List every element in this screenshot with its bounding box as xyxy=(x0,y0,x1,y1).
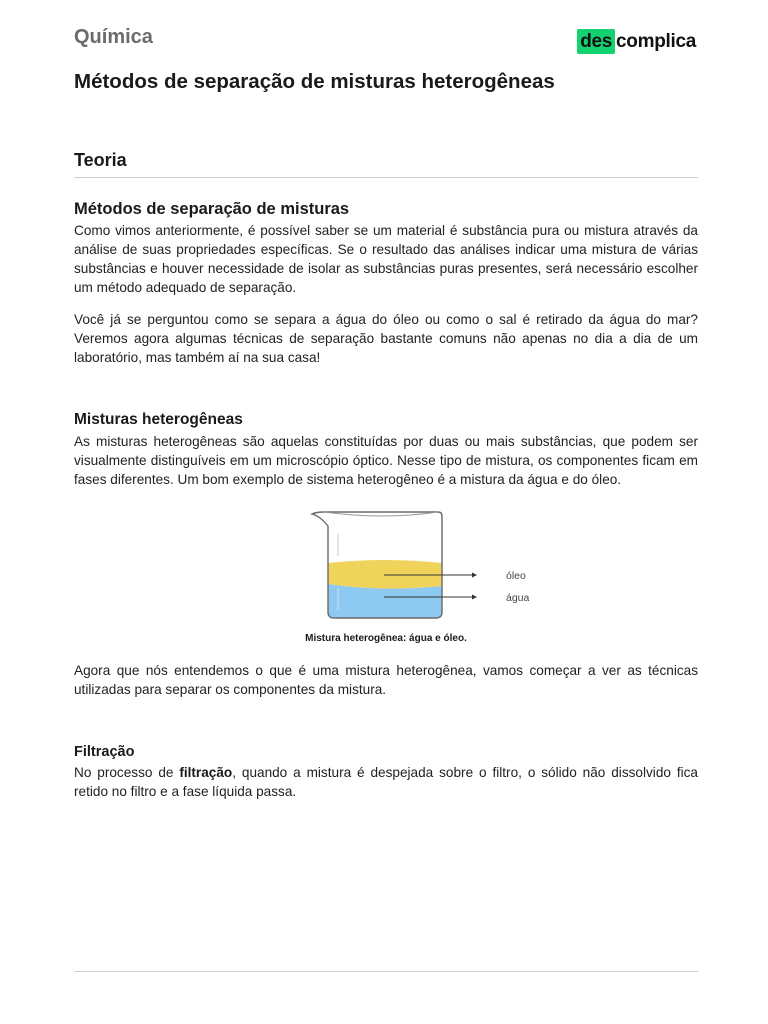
heading-misturas-heterogeneas: Misturas heterogêneas xyxy=(74,411,243,428)
beaker-figure xyxy=(304,506,530,626)
document-title: Métodos de separação de misturas heterogêneas xyxy=(74,70,555,93)
document-page xyxy=(74,0,698,1024)
beaker-labels xyxy=(476,506,536,626)
logo-text: complica xyxy=(616,30,696,52)
descomplica-logo xyxy=(577,28,696,54)
logo-box: des xyxy=(577,29,615,54)
footer-divider xyxy=(74,971,698,972)
oil-label: óleo xyxy=(506,570,526,582)
water-layer xyxy=(328,584,442,618)
paragraph-transition: Agora que nós entendemos o que é uma mistura heterogênea, vamos começar a ver as técnicas utilizadas para separar os componentes da mistura. xyxy=(74,663,698,697)
paragraph-heterogeneas: As misturas heterogêneas são aquelas constituídas por duas ou mais substâncias, que podem ser visualmente distinguíveis em um microscópio óptico. Nesse tipo de mistura, os componentes ficam em fases diferentes. Um bom exemplo de sistema heterogêneo é a mistura da água e do óleo. xyxy=(74,434,698,487)
beaker-illustration xyxy=(304,506,484,626)
subject-label: Química xyxy=(74,26,153,48)
heading-filtracao: Filtração xyxy=(74,744,135,760)
paragraph-intro: Como vimos anteriormente, é possível saber se um material é substância pura ou mistura através da análise de suas propriedades específicas. Se o resultado das análises indicar uma mistura de várias substâncias e houver necessidade de isolar as substâncias puras presentes, será necessário escolher um método adequado de separação. xyxy=(74,223,698,295)
figure-caption: Mistura heterogênea: água e óleo. xyxy=(305,633,467,644)
filtracao-term: filtração xyxy=(179,765,233,780)
filtracao-text-end: , quando a mistura é despejada sobre o filtro, o sólido não dissolvido fica retido no filtro e a fase líquida passa. xyxy=(74,765,698,799)
heading-metodos: Métodos de separação de misturas xyxy=(74,200,350,218)
paragraph-filtracao xyxy=(74,763,698,801)
page-header xyxy=(74,24,698,56)
oil-layer xyxy=(328,560,442,589)
section-divider xyxy=(74,177,698,178)
section-title: Teoria xyxy=(74,150,127,170)
paragraph-question: Você já se perguntou como se separa a água do óleo ou como o sal é retirado da água do mar? Veremos agora algumas técnicas de separação bastante comuns não apenas no dia a dia de um laboratório, mas também aí na sua casa! xyxy=(74,312,698,365)
filtracao-text-start: No processo de xyxy=(74,765,180,780)
water-label: água xyxy=(506,592,530,604)
